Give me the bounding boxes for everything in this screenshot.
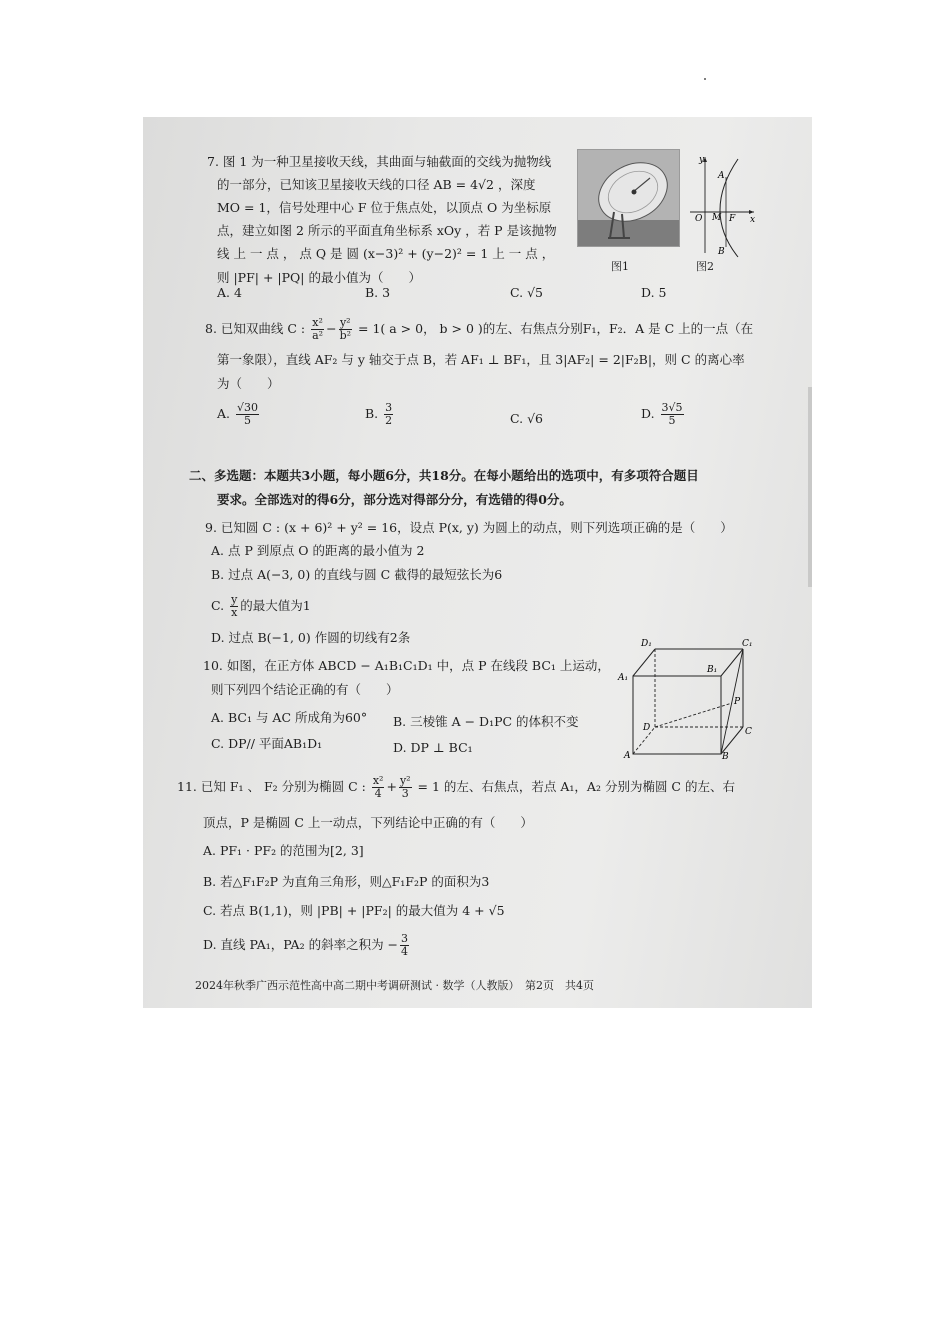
q7-line5: 线 上 一 点 ， 点 Q 是 圆 (x−3)² + (y−2)² = 1 上 一 点 ， — [217, 246, 555, 261]
q7-line4: 点，建立如图 2 所示的平面直角坐标系 xOy ，若 P 是该抛物 — [217, 223, 557, 238]
q11-plus: + — [386, 779, 397, 794]
q9-option-c-text: 的最大值为1 — [240, 598, 311, 613]
q8-frac2-num: y² — [339, 316, 351, 329]
fig2-caption: 图2 — [696, 260, 714, 273]
exam-page-photo — [143, 117, 812, 1008]
q11-stem-line1 — [177, 775, 735, 800]
q9-option-c-den: x — [231, 606, 238, 619]
fig1-caption: 图1 — [611, 260, 629, 273]
q8-minus: − — [326, 321, 337, 336]
q7-line6: 则 |PF| + |PQ| 的最小值为（ ） — [217, 270, 421, 285]
q10-option-a: A. BC₁ 与 AC 所成角为60° — [211, 710, 368, 725]
q9-option-c — [211, 594, 311, 619]
q8-option-d-fraction — [661, 402, 684, 427]
q8-fraction-y — [339, 317, 352, 342]
q11-frac1-den: 4 — [374, 787, 382, 800]
q7-option-b: B. 3 — [365, 285, 391, 300]
q11-prefix: 11. 已知 F₁ 、 F₂ 分别为椭圆 C : — [177, 779, 366, 794]
q8-option-b-num: 3 — [385, 401, 393, 414]
cube-label-p: P — [734, 697, 741, 707]
fig2-label-x: x — [750, 215, 756, 225]
q8-option-d-label: D. — [641, 406, 655, 421]
q11-option-d-num: 3 — [401, 932, 409, 945]
q7-option-d: D. 5 — [641, 285, 667, 300]
q8-option-d-den: 5 — [668, 414, 676, 427]
q7-line3: MO = 1，信号处理中心 F 位于焦点处，以顶点 O 为坐标原 — [217, 200, 552, 215]
q8-prefix: 8. 已知双曲线 C : — [205, 321, 306, 336]
q11-option-a: A. PF₁ · PF₂ 的范围为[2, 3] — [203, 843, 364, 858]
q10-option-b: B. 三棱锥 A − D₁PC 的体积不变 — [393, 714, 579, 729]
q9-option-a: A. 点 P 到原点 O 的距离的最小值为 2 — [211, 543, 425, 558]
section2-header-line1: 二、多选题：本题共3小题，每小题6分，共18分。在每小题给出的选项中，有多项符合题目 — [189, 468, 699, 483]
satellite-dish-image — [578, 150, 679, 246]
q11-option-d-den: 4 — [401, 945, 409, 958]
page-footer: 2024年秋季广西示范性高中高二期中考调研测试 · 数学（人教版） 第2页 共4页 — [195, 979, 594, 992]
q11-option-c: C. 若点 B(1,1)，则 |PB| + |PF₂| 的最大值为 4 + √5 — [203, 903, 505, 918]
q8-option-b-fraction — [384, 402, 393, 427]
q11-option-d-text: D. 直线 PA₁，PA₂ 的斜率之积为 − — [203, 937, 399, 952]
q11-stem-line2: 顶点，P 是椭圆 C 上一动点，下列结论中正确的有（ ） — [203, 815, 533, 830]
q9-option-b: B. 过点 A(−3, 0) 的直线与圆 C 截得的最短弦长为6 — [211, 567, 503, 582]
q7-option-a: A. 4 — [217, 285, 242, 300]
q11-suffix: = 1 的左、右焦点，若点 A₁，A₂ 分别为椭圆 C 的左、右 — [417, 779, 735, 794]
q9-option-c-fraction — [230, 594, 238, 619]
cube-label-b: B — [722, 752, 729, 759]
q8-option-d — [641, 402, 686, 427]
q8-stem-line2: 第一象限），直线 AF₂ 与 y 轴交于点 B，若 AF₁ ⊥ BF₁，且 3|AF₂| = 2|F₂B|，则 C 的离心率 — [217, 352, 745, 367]
cube-label-a: A — [624, 751, 631, 759]
page-edge-shadow — [808, 387, 812, 587]
q8-frac1-den: a² — [312, 329, 324, 342]
fig2-label-m: M — [712, 213, 722, 223]
cube-label-d: D — [643, 723, 651, 733]
q10-option-c: C. DP// 平面AB₁D₁ — [211, 736, 323, 751]
q11-frac2-num: y² — [399, 774, 411, 787]
cube-label-c1: C₁ — [742, 639, 753, 649]
q9-option-d: D. 过点 B(−1, 0) 作圆的切线有2条 — [211, 630, 411, 645]
q10-option-d: D. DP ⊥ BC₁ — [393, 740, 473, 755]
cube-diagram — [613, 634, 753, 759]
q9-option-c-label: C. — [211, 598, 225, 613]
q8-option-a-den: 5 — [244, 414, 251, 427]
q8-option-a-num: √30 — [237, 401, 259, 414]
q8-stem-line1 — [205, 317, 753, 342]
q7-line2: 的一部分，已知该卫星接收天线的口径 AB = 4√2 ，深度 — [217, 177, 536, 192]
q10-stem-line2: 则下列四个结论正确的有（ ） — [211, 682, 399, 697]
q11-option-d-fraction — [400, 933, 409, 958]
q8-option-a — [217, 402, 261, 427]
q7-option-c: C. √5 — [510, 285, 543, 300]
fig2-label-a: A — [718, 171, 725, 181]
q11-option-d — [203, 933, 411, 958]
q8-option-b-label: B. — [365, 406, 379, 421]
fig2-label-b: B — [718, 247, 725, 257]
q8-option-b-den: 2 — [385, 414, 393, 427]
q11-frac2-den: 3 — [401, 787, 409, 800]
q9-stem: 9. 已知圆 C : (x + 6)² + y² = 16，设点 P(x, y) 为圆上的动点，则下列选项正确的是（ ） — [205, 520, 733, 535]
q8-frac2-den: b² — [339, 329, 352, 342]
section2-header-line2: 要求。全部选对的得6分，部分选对得部分分，有选错的得0分。 — [217, 492, 572, 507]
q8-suffix: = 1( a > 0， b > 0 )的左、右焦点分别F₁，F₂．A 是 C 上的一点（在 — [358, 321, 754, 336]
q8-option-d-num: 3√5 — [661, 401, 683, 414]
q8-frac1-num: x² — [312, 316, 323, 329]
q11-option-b: B. 若△F₁F₂P 为直角三角形，则△F₁F₂P 的面积为3 — [203, 874, 490, 889]
q8-option-a-label: A. — [217, 406, 231, 421]
q11-frac1-num: x² — [372, 774, 384, 787]
cube-label-c: C — [745, 727, 752, 737]
scan-speck — [704, 78, 706, 80]
fig2-parabola-diagram — [688, 153, 758, 258]
q10-stem-line1: 10. 如图，在正方体 ABCD − A₁B₁C₁D₁ 中，点 P 在线段 BC₁ 上运动， — [203, 658, 610, 673]
fig2-label-y: y — [699, 155, 705, 165]
q11-fraction-y — [399, 775, 412, 800]
cube-label-d1: D₁ — [641, 639, 652, 649]
satellite-dish-photo — [577, 149, 680, 247]
q8-option-b — [365, 402, 395, 427]
fig2-label-f: F — [729, 214, 736, 224]
cube-label-a1: A₁ — [618, 673, 629, 683]
q8-option-a-fraction — [236, 402, 259, 427]
q11-fraction-x — [372, 775, 385, 800]
q8-fraction-x — [311, 317, 324, 342]
fig2-label-o: O — [695, 214, 703, 224]
cube-label-b1: B₁ — [707, 665, 718, 675]
q8-option-c: C. √6 — [510, 411, 543, 426]
q8-stem-line3: 为（ ） — [217, 376, 280, 391]
q7-line1: 7. 图 1 为一种卫星接收天线，其曲面与轴截面的交线为抛物线 — [207, 154, 552, 169]
q9-option-c-num: y — [231, 593, 238, 606]
